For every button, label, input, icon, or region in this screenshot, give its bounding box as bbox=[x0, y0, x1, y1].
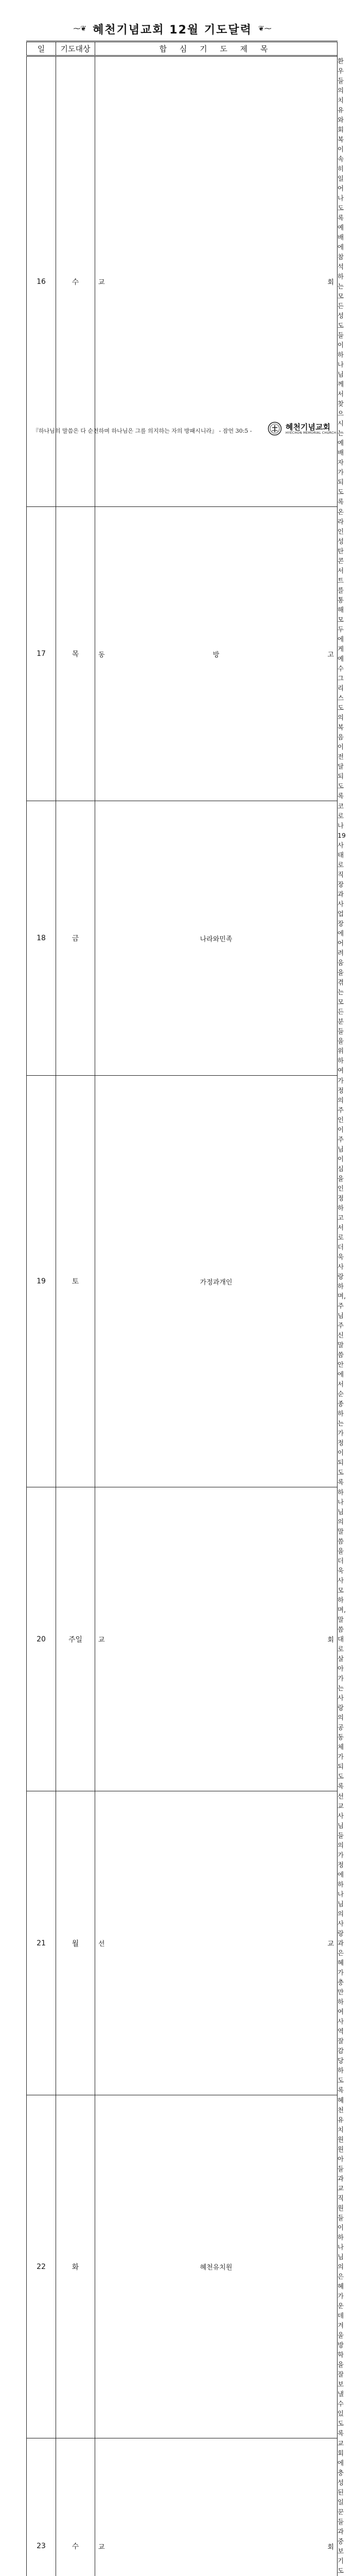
prayer-target: 가정과개인 bbox=[95, 1076, 338, 1487]
header-day: 일 bbox=[27, 42, 56, 56]
day-of-week: 수 bbox=[56, 56, 95, 507]
table-row: 22 화 혜천유치원 혜천유치원 원아들과 교직원들이 하나님의 은혜 가운데 겨울방학을 잘 보낼 수 있도록 bbox=[27, 2095, 338, 2438]
target-char: 교 bbox=[98, 277, 105, 286]
target-char: 방 bbox=[213, 649, 220, 659]
target-char: 동 bbox=[98, 649, 105, 659]
prayer-target-label bbox=[95, 1634, 337, 1644]
table-row: 20 주일 교 회 하나님의 말씀을 더욱 사모하며, 말씀대로 살아가는 사랑의 공동체가 되도록 bbox=[27, 1487, 338, 1791]
church-name: 혜천기념교회 bbox=[286, 421, 330, 432]
day-number: 20 bbox=[27, 1487, 56, 1791]
day-of-week: 월 bbox=[56, 1791, 95, 2095]
day-number: 18 bbox=[27, 801, 56, 1076]
table-row: 19 토 가정과개인 가정의 주인이 주님이심을 인정하고 서로 더욱 사랑하며, 주님 주신 말씀 안에서 순종하는 가정이 되도록 bbox=[27, 1076, 338, 1487]
target-char: 고 bbox=[327, 649, 334, 659]
footer-verse: 『하나님의 말씀은 다 순전하며 하나님은 그를 의지하는 자의 방패시니라』 - 잠언 30:5 - bbox=[33, 427, 252, 435]
prayer-target-label bbox=[95, 277, 337, 286]
table-row: 17 목 동 방 고 온라인 성탄콘서트를 통해 모두에게 예수 그리스도의 복음이 전달되도록 bbox=[27, 507, 338, 801]
prayer-target-label bbox=[95, 1938, 337, 1948]
day-number: 22 bbox=[27, 2095, 56, 2438]
prayer-target bbox=[95, 507, 338, 801]
table-header-row bbox=[27, 42, 338, 56]
table-row: 16 수 교 회 환우들의 치유와 회복이 속히 일어나도록 예배에 참석하는 모든 성도들이 하나님께서 찾으시는 예배자가 되도록 bbox=[27, 56, 338, 507]
church-name-en: HYECHON MEMORIAL CHURCH bbox=[286, 431, 337, 435]
target-char: 회 bbox=[327, 2541, 334, 2551]
table-row: 21 월 선 교 선교사님들의 가정에 하나님의 사랑과 은혜가 충만하여 사역 잘 감당하도록 bbox=[27, 1791, 338, 2095]
header-target: 기도대상 bbox=[56, 42, 95, 56]
prayer-target bbox=[95, 1487, 338, 1791]
day-number: 16 bbox=[27, 56, 56, 507]
left-ornament-icon: ⁓❦ bbox=[73, 25, 86, 33]
day-of-week: 토 bbox=[56, 1076, 95, 1487]
table-row: 18 금 나라와민족 코로나 19 사태로 직장과 사업장에 어려움을 겪는 모든 분들을 위하여 bbox=[27, 801, 338, 1076]
day-number: 21 bbox=[27, 1791, 56, 2095]
day-number: 17 bbox=[27, 507, 56, 801]
target-char: 교 bbox=[98, 2541, 105, 2551]
target-char: 교 bbox=[327, 1938, 334, 1948]
table-row: 23 수 교 회 교회에 충성된 일꾼들과 중보기도 bbox=[27, 2438, 338, 2576]
prayer-target bbox=[95, 2438, 338, 2576]
day-number: 23 bbox=[27, 2438, 56, 2576]
prayer-target: 나라와민족 bbox=[95, 801, 338, 1076]
prayer-target: 혜천유치원 bbox=[95, 2095, 338, 2438]
church-logo-icon bbox=[268, 421, 282, 436]
target-char: 선 bbox=[98, 1938, 105, 1948]
day-number: 19 bbox=[27, 1076, 56, 1487]
target-char: 교 bbox=[98, 1634, 105, 1644]
target-char: 회 bbox=[327, 1634, 334, 1644]
page-title: 혜천기념교회 12월 기도달력 bbox=[93, 21, 252, 37]
day-of-week: 화 bbox=[56, 2095, 95, 2438]
prayer-target-label bbox=[95, 649, 337, 659]
prayer-target bbox=[95, 1791, 338, 2095]
right-ornament-icon: ❦⁓ bbox=[258, 25, 272, 33]
header-prayer: 합 심 기 도 제 목 bbox=[95, 42, 338, 56]
footer bbox=[0, 419, 345, 440]
title-row bbox=[0, 19, 345, 39]
day-of-week: 수 bbox=[56, 2438, 95, 2576]
day-of-week: 주일 bbox=[56, 1487, 95, 1791]
day-of-week: 목 bbox=[56, 507, 95, 801]
day-of-week: 금 bbox=[56, 801, 95, 1076]
target-char: 회 bbox=[327, 277, 334, 286]
prayer-target-label bbox=[95, 2541, 337, 2551]
